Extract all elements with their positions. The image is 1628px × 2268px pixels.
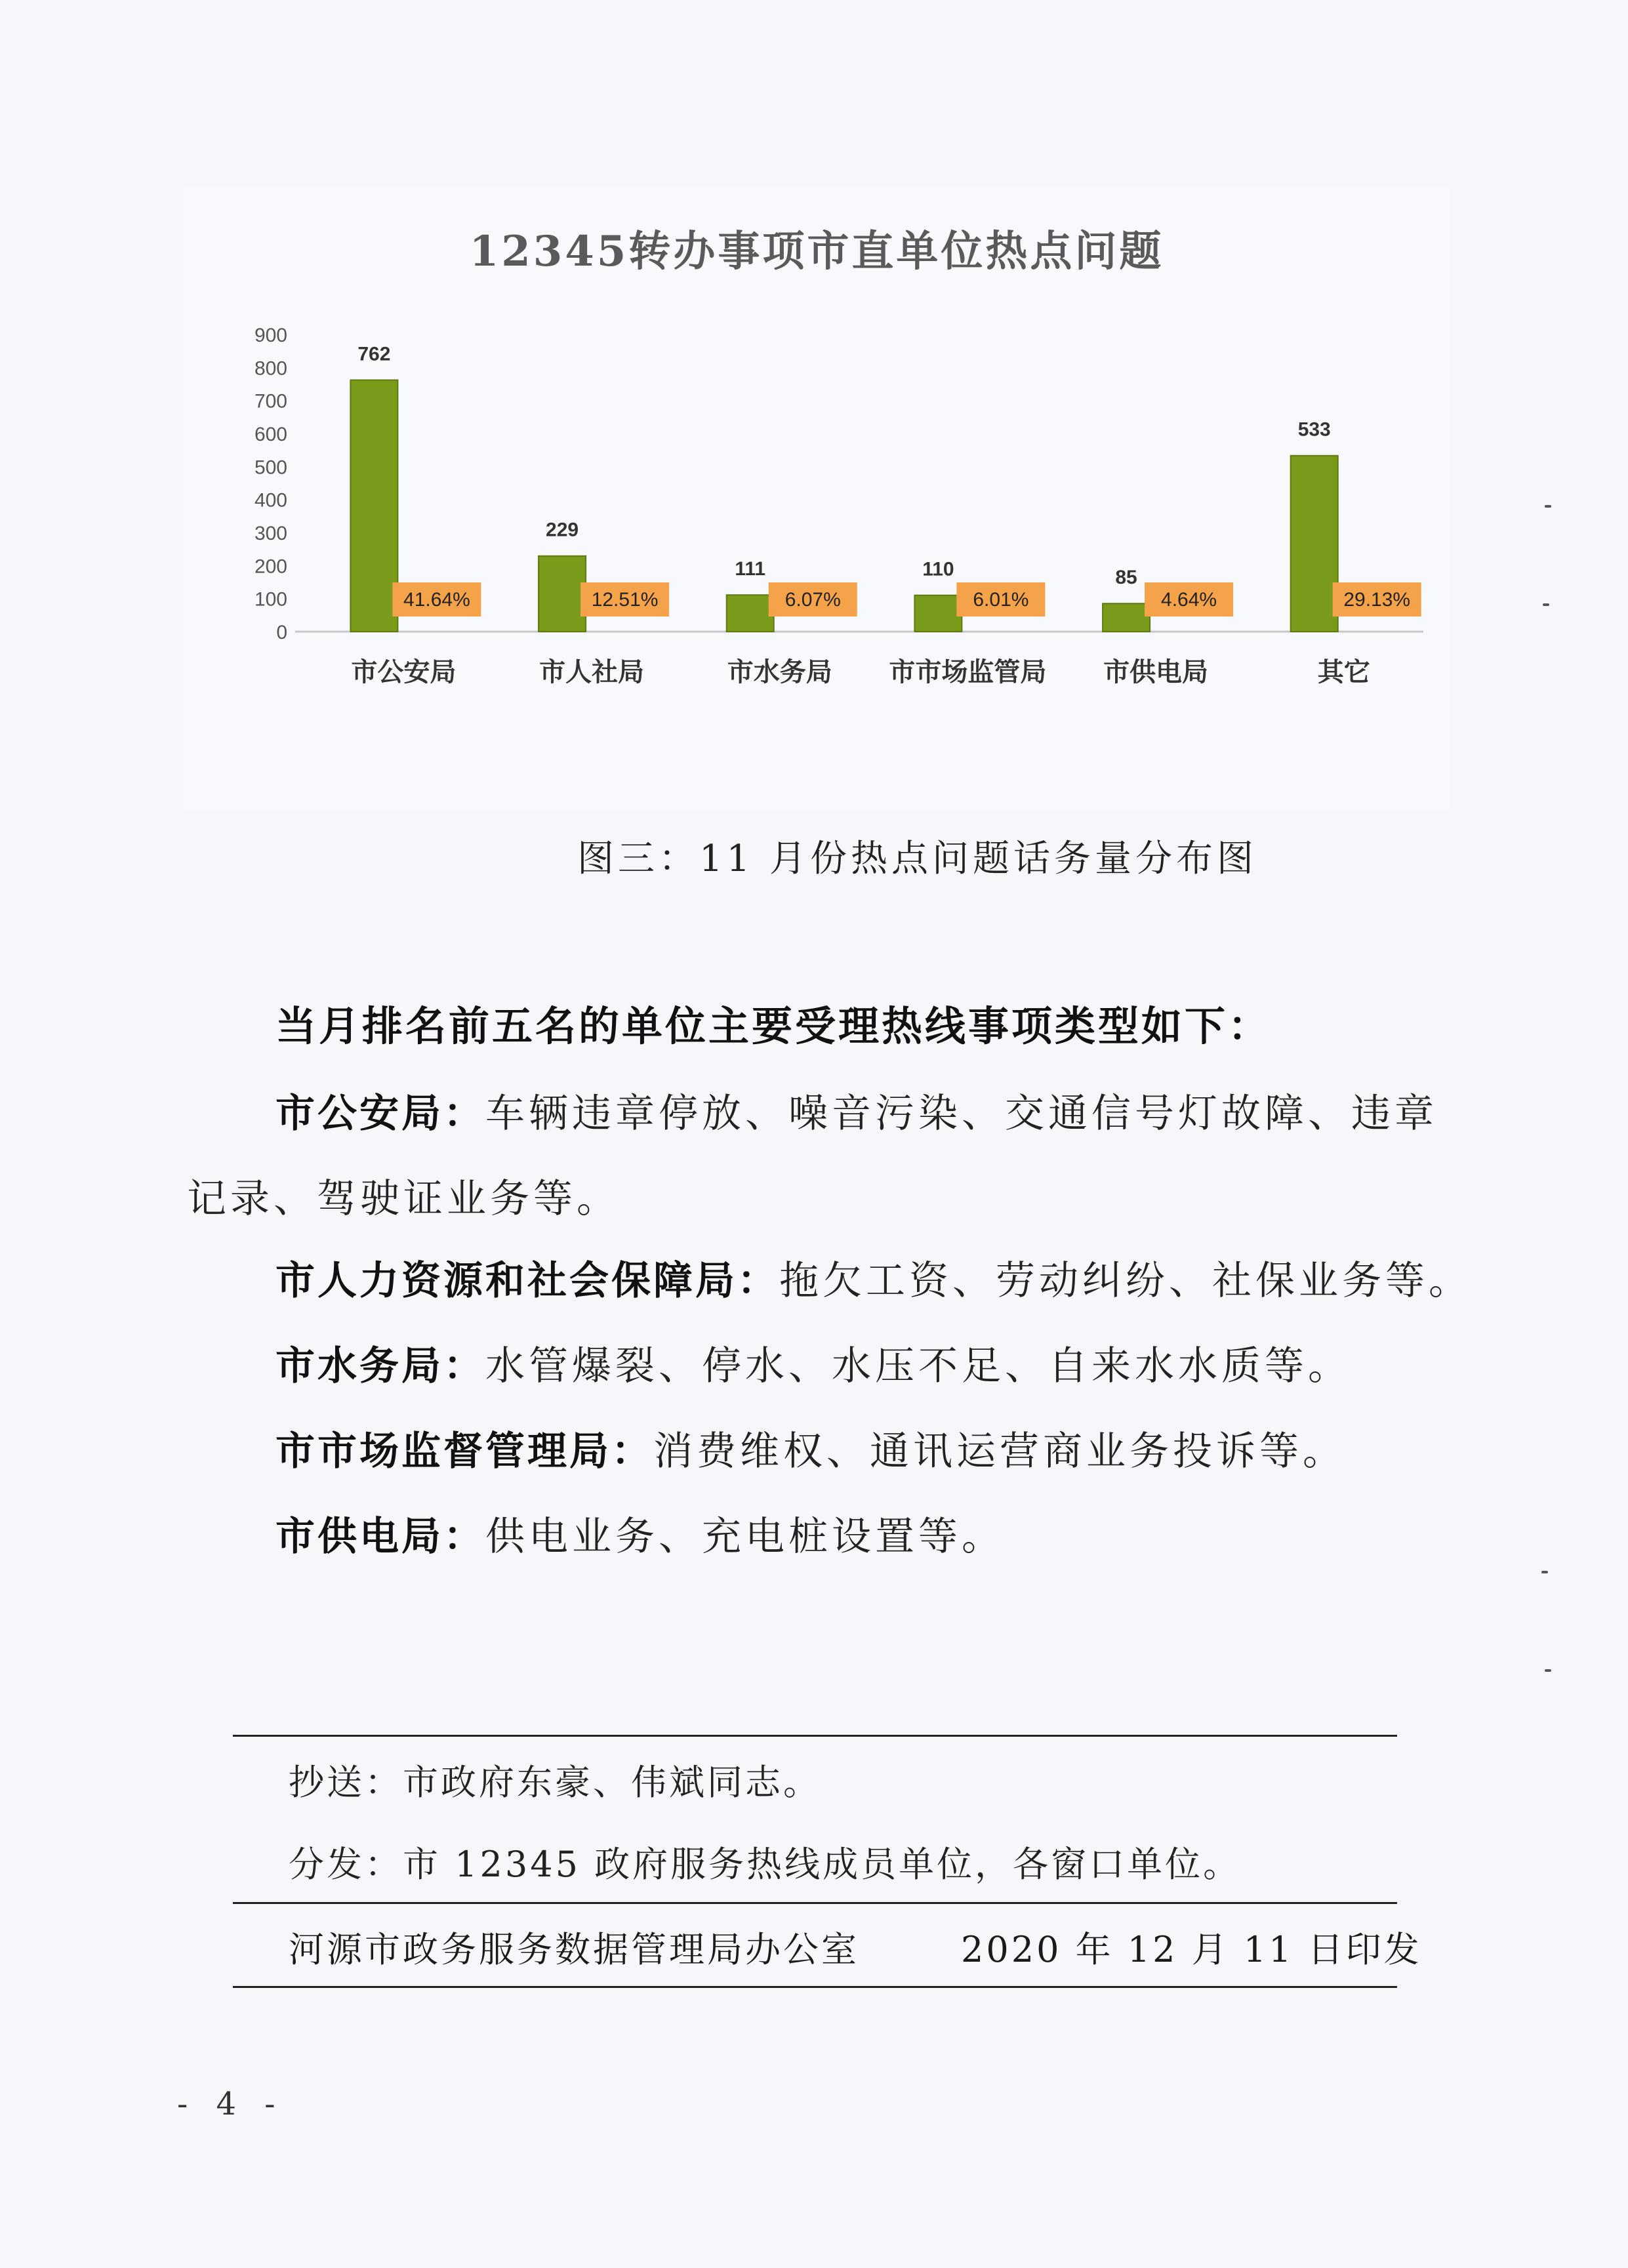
figure-caption: 图三：11 月份热点问题话务量分布图 bbox=[577, 838, 1258, 880]
bar bbox=[539, 556, 586, 632]
item-head: 市市场监督管理局： bbox=[275, 1428, 653, 1474]
data-label: 762 bbox=[357, 343, 391, 365]
item-body: 供电业务、充电桩设置等。 bbox=[485, 1514, 1005, 1560]
data-label: 533 bbox=[1297, 418, 1331, 441]
distribution-line: 分发：市 12345 政府服务热线成员单位，各窗口单位。 bbox=[289, 1844, 1242, 1885]
divider-top bbox=[233, 1735, 1397, 1737]
x-tick-label: 市公安局 bbox=[351, 657, 457, 687]
percent-label: 12.51% bbox=[591, 589, 659, 611]
bar-chart bbox=[184, 187, 1450, 810]
data-label: 85 bbox=[1115, 567, 1137, 589]
data-label: 111 bbox=[735, 558, 766, 580]
item-head: 市供电局： bbox=[275, 1514, 485, 1560]
item-body: 消费维权、通讯运营商业务投诉等。 bbox=[653, 1428, 1346, 1474]
x-tick-label: 市人社局 bbox=[539, 657, 645, 687]
item-police-continuation: 记录、驾驶证业务等。 bbox=[187, 1176, 620, 1222]
divider-middle bbox=[233, 1902, 1397, 1904]
item-market bbox=[275, 1420, 1346, 1476]
item-body: 水管爆裂、停水、水压不足、自来水水质等。 bbox=[485, 1343, 1351, 1389]
issuing-office: 河源市政务服务数据管理局办公室 bbox=[289, 1929, 859, 1970]
y-tick-label: 700 bbox=[254, 390, 287, 413]
intro-heading: 当月排名前五名的单位主要受理热线事项类型如下： bbox=[275, 1002, 1272, 1050]
divider-bottom bbox=[233, 1986, 1397, 1988]
item-power bbox=[275, 1505, 1005, 1562]
bar bbox=[1291, 456, 1338, 632]
chart-canvas bbox=[184, 187, 1450, 810]
y-tick-label: 200 bbox=[254, 556, 287, 578]
item-head: 市公安局： bbox=[275, 1091, 485, 1137]
y-tick-label: 800 bbox=[254, 357, 287, 380]
percent-label: 6.07% bbox=[784, 589, 841, 611]
y-tick-label: 100 bbox=[254, 588, 287, 611]
percent-label: 41.64% bbox=[403, 589, 470, 611]
x-tick-label: 市市场监管局 bbox=[889, 657, 1047, 687]
item-head: 市水务局： bbox=[275, 1343, 485, 1389]
page-number: - 4 - bbox=[177, 2086, 285, 2122]
data-label: 110 bbox=[922, 558, 954, 580]
item-body: 拖欠工资、劳动纠纷、社保业务等。 bbox=[779, 1258, 1472, 1304]
item-head: 市人力资源和社会保障局： bbox=[275, 1258, 779, 1304]
issue-date: 2020 年 12 月 11 日印发 bbox=[961, 1929, 1422, 1970]
percent-label: 4.64% bbox=[1161, 589, 1217, 611]
y-tick-label: 900 bbox=[254, 325, 287, 346]
item-body: 车辆违章停放、噪音污染、交通信号灯故障、违章 bbox=[485, 1091, 1438, 1137]
percent-label: 29.13% bbox=[1343, 589, 1411, 611]
y-tick-label: 600 bbox=[254, 424, 287, 445]
y-tick-label: 400 bbox=[254, 489, 287, 512]
chart-title: 12345转办事项市直单位热点问题 bbox=[469, 227, 1164, 276]
bar bbox=[914, 596, 962, 632]
y-tick-label: 300 bbox=[254, 523, 287, 544]
bar bbox=[350, 380, 397, 632]
item-police bbox=[275, 1082, 1438, 1139]
y-tick-label: 500 bbox=[254, 456, 287, 479]
item-hrss bbox=[275, 1249, 1472, 1306]
item-water bbox=[275, 1335, 1351, 1391]
x-tick-label: 其它 bbox=[1317, 657, 1370, 687]
cc-line: 抄送：市政府东豪、伟斌同志。 bbox=[289, 1762, 821, 1803]
bar bbox=[1103, 603, 1150, 632]
x-tick-label: 市供电局 bbox=[1103, 657, 1209, 687]
y-tick-label: 0 bbox=[276, 622, 287, 643]
percent-label: 6.01% bbox=[973, 589, 1029, 611]
x-tick-label: 市水务局 bbox=[727, 657, 832, 687]
bar bbox=[727, 595, 774, 632]
data-label: 229 bbox=[546, 519, 579, 541]
